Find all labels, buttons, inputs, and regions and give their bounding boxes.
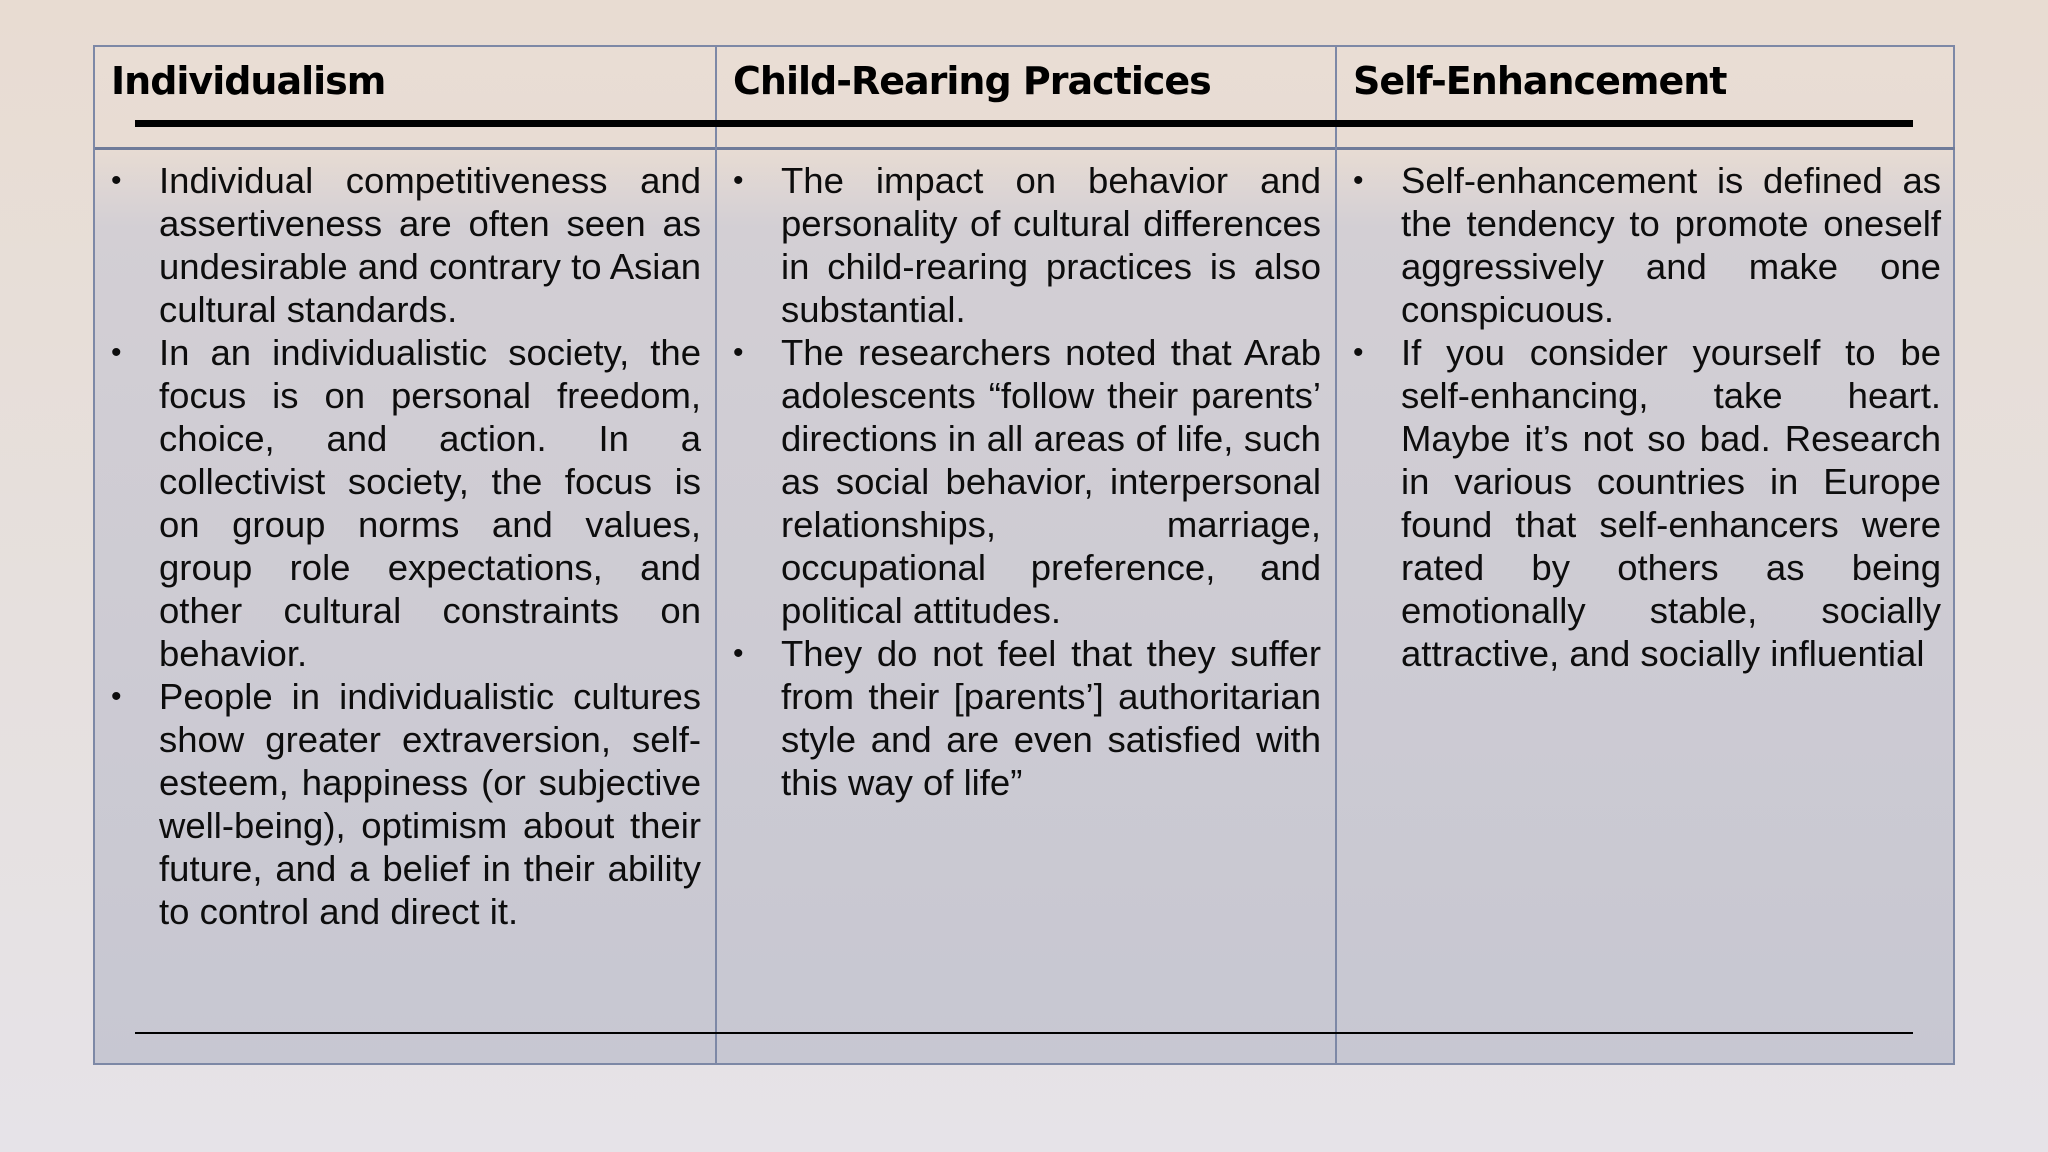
bullet-icon: • (111, 164, 122, 197)
bullet-text: People in individualistic cultures show greater extraversion, self-esteem, happiness (or subjective well-being), optimism about their future, and a belief in their ability to control and direct it. (159, 676, 701, 932)
bullet-text: If you consider yourself to be self-enhancing, take heart. Maybe it’s not so bad. Research in various countries in Europe found that self-enhancers were rated by others as being emotionally stable, socially attractive, and socially influential (1401, 332, 1941, 674)
column-header (717, 47, 1335, 147)
bullet-item (733, 159, 1321, 331)
header-underline-rule (135, 120, 1913, 127)
header-separator (1337, 147, 1955, 150)
column-header (1337, 47, 1955, 147)
bullet-text: Individual competitiveness and assertiveness are often seen as undesirable and contrary to Asian cultural standards. (159, 160, 701, 330)
bullet-item (111, 159, 701, 331)
bullet-icon: • (733, 637, 744, 670)
bullet-text: The impact on behavior and personality of cultural differences in child-rearing practices is also substantial. (781, 160, 1321, 330)
bullet-icon: • (733, 164, 744, 197)
column-title-child-rearing: Child-Rearing Practices (733, 59, 1211, 103)
column-individualism (95, 47, 715, 1063)
bottom-rule (135, 1032, 1913, 1034)
bullet-item (1353, 331, 1941, 675)
bullet-icon: • (111, 680, 122, 713)
header-separator (95, 147, 715, 150)
bullet-text: They do not feel that they suffer from their [parents’] authoritarian style and are even satisfied with this way of life” (781, 633, 1321, 803)
bullet-item (1353, 159, 1941, 331)
comparison-table (93, 45, 1955, 1065)
bullet-item (733, 331, 1321, 632)
bullet-icon: • (1353, 164, 1364, 197)
bullet-item (111, 675, 701, 933)
bullet-icon: • (733, 336, 744, 369)
bullet-list (1353, 159, 1941, 675)
bullet-icon: • (111, 336, 122, 369)
bullet-item (111, 331, 701, 675)
column-child-rearing (715, 47, 1335, 1063)
bullet-text: Self-enhancement is defined as the tendency to promote oneself aggressively and make one conspicuous. (1401, 160, 1941, 330)
bullet-icon: • (1353, 336, 1364, 369)
bullet-text: In an individualistic society, the focus is on personal freedom, choice, and action. In a collectivist society, the focus is on group norms and values, group role expectations, and other cultural constraints on behavior. (159, 332, 701, 674)
column-self-enhancement (1335, 47, 1955, 1063)
header-separator (717, 147, 1335, 150)
bullet-text: The researchers noted that Arab adolescents “follow their parents’ directions in all areas of life, such as social behavior, interpersonal relationships, marriage, occupational preference, and political attitudes. (781, 332, 1321, 631)
column-title-individualism: Individualism (111, 59, 386, 103)
column-title-self-enhancement: Self-Enhancement (1353, 59, 1727, 103)
bullet-list (111, 159, 701, 933)
column-header (95, 47, 715, 147)
bullet-item (733, 632, 1321, 804)
bullet-list (733, 159, 1321, 804)
